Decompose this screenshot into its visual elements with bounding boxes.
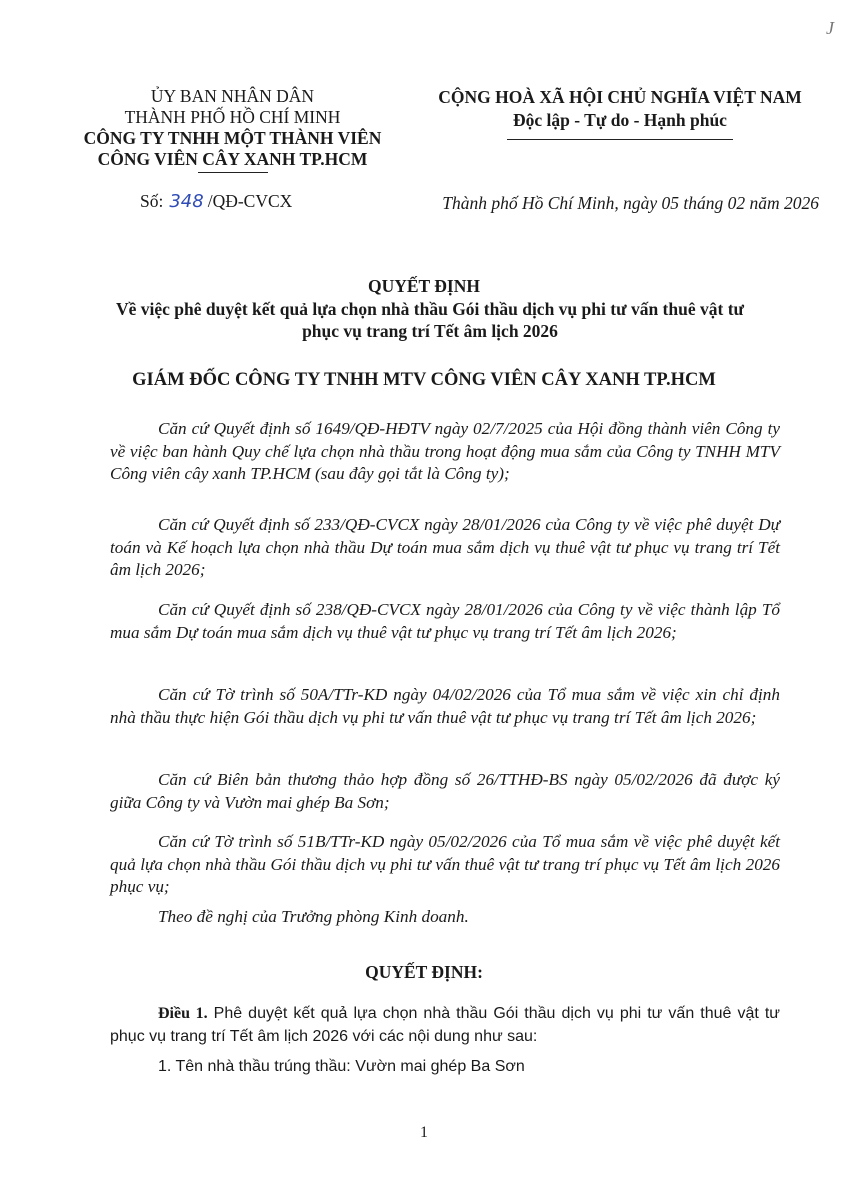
place-and-date: Thành phố Hồ Chí Minh, ngày 05 tháng 02 năm 2026 (442, 193, 819, 213)
national-title: CỘNG HOÀ XÃ HỘI CHỦ NGHĨA VIỆT NAM (438, 87, 802, 107)
article-1-item-1: 1. Tên nhà thầu trúng thầu: Vườn mai ghép Ba Sơn (158, 1058, 525, 1075)
decision-heading: QUYẾT ĐỊNH: (365, 962, 483, 982)
director-title: GIÁM ĐỐC CÔNG TY TNHH MTV CÔNG VIÊN CÂY XANH TP.HCM (132, 370, 716, 390)
decision-title: QUYẾT ĐỊNH (368, 276, 480, 296)
legal-basis-7: Theo đề nghị của Trưởng phòng Kinh doanh. (158, 907, 469, 926)
legal-basis-4: Căn cứ Tờ trình số 50A/TTr-KD ngày 04/02/2026 của Tổ mua sắm về việc xin chỉ định nhà thầu thực hiện Gói thầu dịch vụ phi tư vấn thuê vật tư phục vụ trang trí Tết âm lịch 2026; (110, 685, 780, 727)
legal-basis-2: Căn cứ Quyết định số 233/QĐ-CVCX ngày 28/01/2026 của Công ty về việc phê duyệt Dự toán và Kế hoạch lựa chọn nhà thầu Dự toán mua sắm dịch vụ thuê vật tư phục vụ trang trí Tết âm lịch 2026; (110, 515, 780, 579)
page-number: 1 (420, 1124, 428, 1141)
agency-line-2: THÀNH PHỐ HỒ CHÍ MINH (124, 107, 341, 127)
national-motto-block (415, 86, 825, 140)
corner-handwritten-mark: J (826, 18, 834, 38)
document-number-prefix: Số: (140, 191, 164, 211)
agency-underline (198, 172, 268, 173)
legal-basis-3: Căn cứ Quyết định số 238/QĐ-CVCX ngày 28/01/2026 của Công ty về việc thành lập Tổ mua sắm Dự toán mua sắm dịch vụ thuê vật tư phục vụ trang trí Tết âm lịch 2026; (110, 600, 780, 642)
document-number-suffix: /QĐ-CVCX (207, 191, 293, 211)
legal-basis-5: Căn cứ Biên bản thương thảo hợp đồng số 26/TTHĐ-BS ngày 05/02/2026 đã được ký giữa Công ty và Vườn mai ghép Ba Sơn; (110, 770, 780, 812)
agency-line-4: CÔNG VIÊN CÂY XANH TP.HCM (97, 149, 368, 169)
motto-underline (507, 139, 733, 140)
article-1 (110, 1003, 780, 1048)
decision-subject: Về việc phê duyệt kết quả lựa chọn nhà thầu Gói thầu dịch vụ phi tư vấn thuê vật tư phục vụ trang trí Tết âm lịch 2026 (115, 299, 745, 341)
article-1-label: Điều 1. (158, 1005, 208, 1022)
issuing-agency-block (40, 86, 425, 173)
document-number-value: 348 (169, 191, 204, 212)
legal-basis-6: Căn cứ Tờ trình số 51B/TTr-KD ngày 05/02/2026 của Tổ mua sắm về việc phê duyệt kết quả lựa chọn nhà thầu Gói thầu dịch vụ phi tư vấn thuê vật tư trang trí phục vụ Tết âm lịch 2026 phục vụ; (110, 832, 780, 896)
agency-line-1: ỦY BAN NHÂN DÂN (150, 86, 315, 106)
article-1-text: Phê duyệt kết quả lựa chọn nhà thầu Gói thầu dịch vụ phi tư vấn thuê vật tư phục vụ trang trí Tết âm lịch 2026 với các nội dung như sau: (110, 1005, 780, 1045)
national-motto: Độc lập - Tự do - Hạnh phúc (513, 110, 727, 130)
agency-line-3: CÔNG TY TNHH MỘT THÀNH VIÊN (83, 128, 382, 148)
legal-basis-1: Căn cứ Quyết định số 1649/QĐ-HĐTV ngày 02/7/2025 của Hội đồng thành viên Công ty về việc ban hành Quy chế lựa chọn nhà thầu trong hoạt động mua sắm của Công ty TNHH MTV Công viên cây xanh TP.HCM (sau đây gọi tắt là Công ty); (110, 419, 780, 483)
document-number (140, 191, 292, 212)
